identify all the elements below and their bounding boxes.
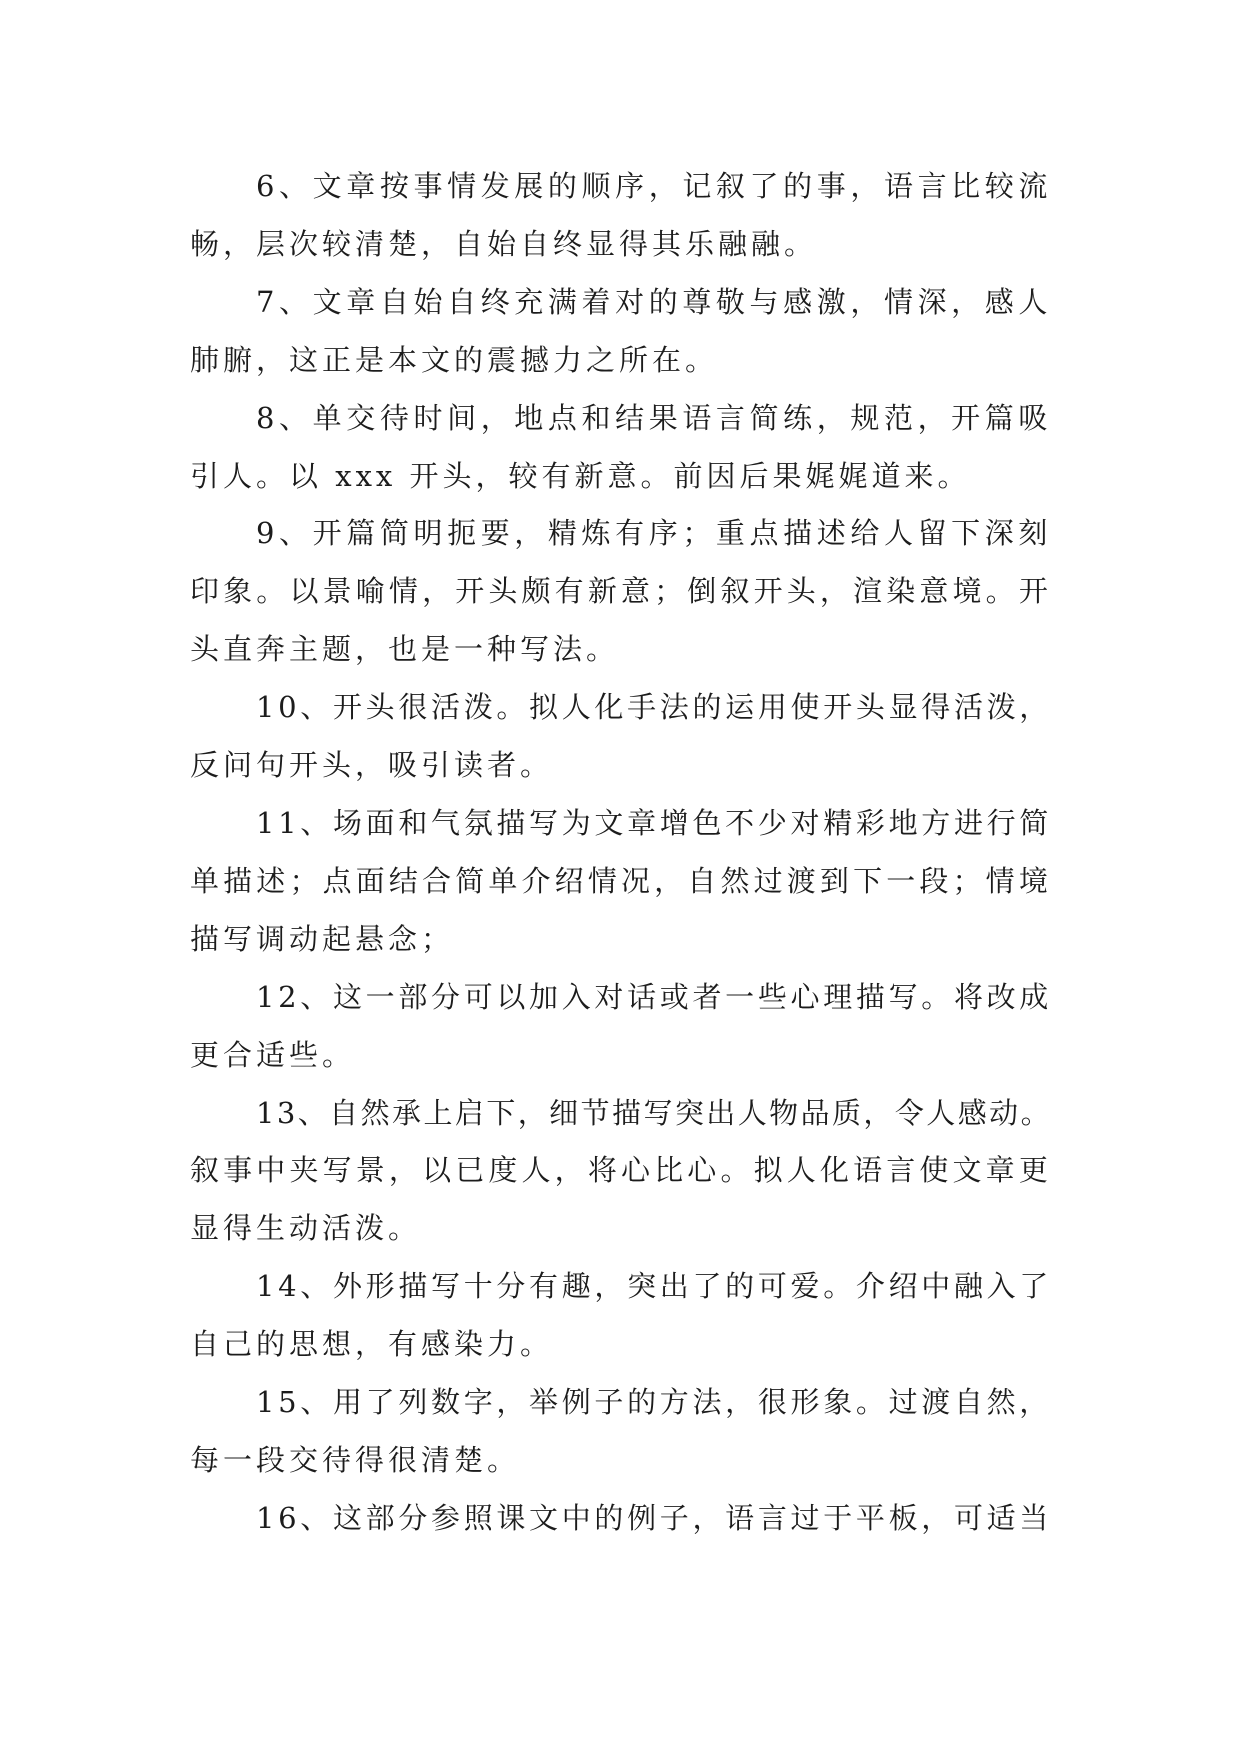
text-line: 自己的思想，有感染力。 — [190, 1327, 554, 1362]
paragraph — [190, 158, 1052, 274]
text-line: 显得生动活泼。 — [190, 1211, 422, 1246]
text-line: 15、用了列数字，举例子的方法，很形象。过渡自然， — [256, 1385, 1052, 1420]
paragraph — [190, 390, 1052, 506]
paragraph — [190, 1490, 1052, 1548]
text-line: 叙事中夹写景，以已度人，将心比心。拟人化语言使文章更 — [190, 1153, 1052, 1188]
paragraph — [190, 795, 1052, 969]
text-line: 印象。以景喻情，开头颇有新意；倒叙开头，渲染意境。开 — [190, 574, 1052, 609]
text-line: 肺腑，这正是本文的震撼力之所在。 — [190, 342, 719, 377]
paragraph — [190, 1374, 1052, 1490]
text-line: 11、场面和气氛描写为文章增色不少对精彩地方进行简 — [256, 805, 1052, 840]
text-line: 14、外形描写十分有趣，突出了的可爱。介绍中融入了 — [256, 1269, 1052, 1304]
text-line: 13、自然承上启下，细节描写突出人物品质，令人感动。 — [256, 1095, 1052, 1130]
document-body — [190, 158, 1052, 1548]
text-line: 10、开头很活泼。拟人化手法的运用使开头显得活泼， — [256, 690, 1052, 725]
text-line: 畅，层次较清楚，自始自终显得其乐融融。 — [190, 226, 818, 261]
text-line: 引人。以 xxx 开头，较有新意。前因后果娓娓道来。 — [190, 458, 971, 493]
text-line: 头直奔主题，也是一种写法。 — [190, 632, 620, 667]
paragraph — [190, 969, 1052, 1085]
paragraph — [190, 1085, 1052, 1259]
paragraph — [190, 679, 1052, 795]
text-line: 反问句开头，吸引读者。 — [190, 748, 554, 783]
paragraph — [190, 505, 1052, 679]
text-line: 9、开篇简明扼要，精炼有序；重点描述给人留下深刻 — [256, 516, 1052, 551]
text-line: 7、文章自始自终充满着对的尊敬与感激，情深，感人 — [256, 284, 1052, 319]
text-line: 描写调动起悬念； — [190, 921, 455, 956]
text-line: 12、这一部分可以加入对话或者一些心理描写。将改成 — [256, 979, 1052, 1014]
text-line: 单描述；点面结合简单介绍情况，自然过渡到下一段；情境 — [190, 863, 1052, 898]
text-line: 16、这部分参照课文中的例子，语言过于平板，可适当 — [256, 1500, 1052, 1535]
text-line: 6、文章按事情发展的顺序，记叙了的事，语言比较流 — [256, 169, 1052, 203]
text-line: 每一段交待得很清楚。 — [190, 1442, 521, 1477]
paragraph — [190, 274, 1052, 390]
text-line: 更合适些。 — [190, 1037, 356, 1072]
paragraph — [190, 1258, 1052, 1374]
text-line: 8、单交待时间，地点和结果语言简练，规范，开篇吸 — [256, 400, 1052, 435]
